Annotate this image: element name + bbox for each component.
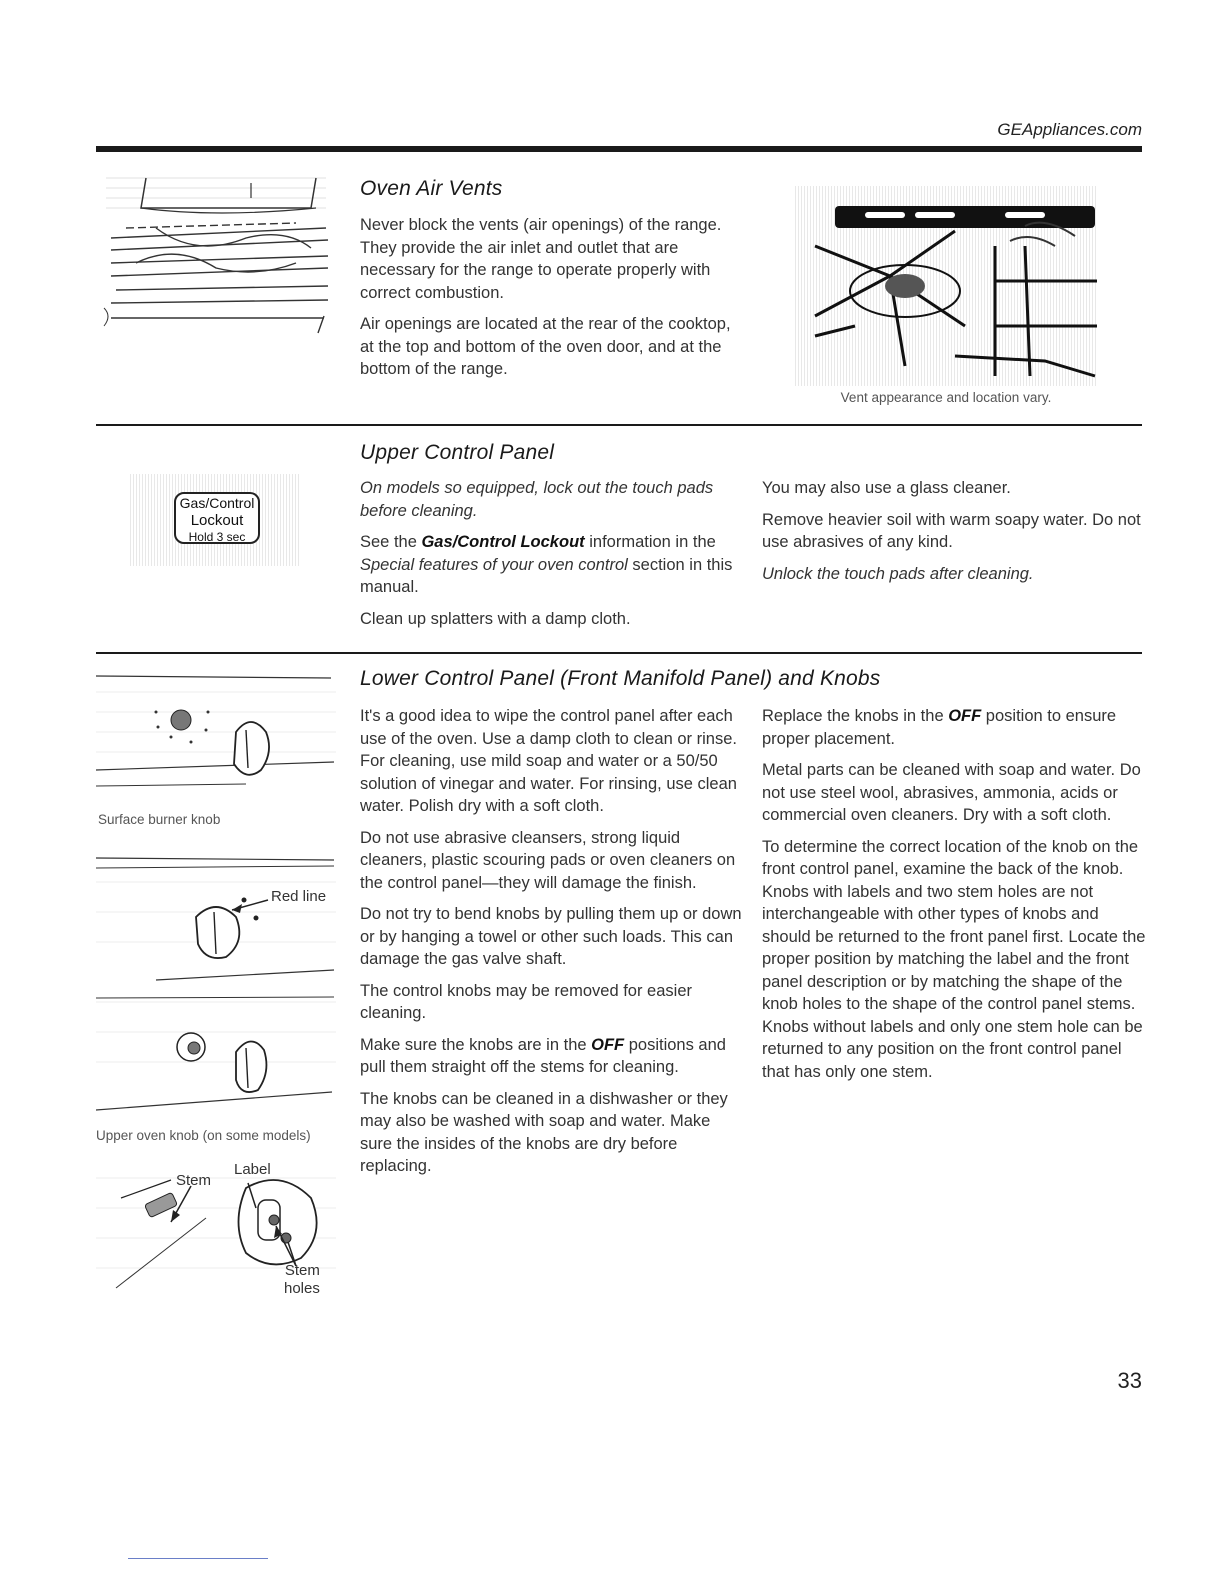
lower-left-p5-post: positions and pull them straight off the stems for cleaning. [360, 1035, 726, 1076]
upper-left-p2-post: section in this manual. [360, 555, 733, 596]
section-divider-2 [96, 652, 1142, 654]
range-rear-illustration [96, 168, 336, 338]
lockout-line3: Hold 3 sec [188, 530, 246, 544]
lower-left-p2: Do not use abrasive cleansers, strong liquid cleaners, plastic scouring pads or oven cleaners on the control panel—they will damage the finish. [360, 828, 736, 892]
stem-label: Stem [176, 1172, 212, 1189]
upper-left-p2-mid: information in the [584, 533, 716, 551]
surface-burner-knob-caption: Surface burner knob [98, 812, 221, 827]
stem-holes-label [284, 1262, 320, 1298]
upper-right-p1: You may also use a glass cleaner. [762, 479, 1011, 497]
oven-air-vents-title: Oven Air Vents [360, 177, 503, 200]
upper-left-p3: Clean up splatters with a damp cloth. [360, 609, 631, 628]
red-line-label: Red line [271, 888, 327, 905]
upper-right-p2: Remove heavier soil with warm soapy water. Do not use abrasives of any kind. [762, 510, 1141, 551]
upper-right-p3: Unlock the touch pads after cleaning. [762, 564, 1034, 583]
lower-left-p6: The knobs can be cleaned in a dishwasher or they may also be washed with soap and water. Make sure the insides of the knobs are dry before replacing. [360, 1089, 728, 1175]
upper-panel-left-text [360, 477, 745, 639]
lower-right-p1-pre: Replace the knobs in the [762, 707, 949, 725]
oven-air-vents-text [360, 214, 745, 390]
site-url: GEAppliances.com [997, 120, 1142, 139]
vent-photo [795, 186, 1097, 386]
label-label: Label [234, 1161, 271, 1178]
page-number: 33 [1117, 1368, 1142, 1393]
lower-panel-left-text [360, 705, 745, 1187]
special-features-ref: Special features of your oven control [360, 555, 628, 574]
lockout-line1: Gas/Control [179, 495, 255, 511]
section-divider-1 [96, 424, 1142, 426]
lockout-ref: Gas/Control Lockout [421, 533, 585, 551]
lower-right-p1-post: position to ensure proper placement. [762, 707, 1117, 748]
vent-caption: Vent appearance and location vary. [840, 390, 1052, 405]
stem-holes-line1: Stem [284, 1262, 320, 1279]
lower-left-p1: It's a good idea to wipe the control panel after each use of the oven. Use a damp cloth to clean or rinse. For cleaning, use mild soap and water or a 50/50 solution of vinegar and water. For rinsing, use clean water. Polish dry with a soft cloth. [360, 707, 737, 815]
lower-left-p5-pre: Make sure the knobs are in the [360, 1035, 592, 1054]
lower-left-p5 [360, 1034, 745, 1079]
off-ref: OFF [591, 1035, 625, 1054]
stem-holes-line2: holes [284, 1280, 320, 1297]
lower-right-p1 [762, 705, 1147, 750]
lockout-pad-image [130, 474, 300, 566]
upper-left-p2-pre: See the [360, 533, 422, 551]
header-rule [96, 146, 1142, 152]
surface-burner-knob-illustration [96, 672, 336, 800]
lower-panel-right-text [762, 705, 1147, 1092]
lower-right-p2: Metal parts can be cleaned with soap and water. Do not use steel wool, abrasives, ammonia, acids or commercial oven cleaners. Dry with a soft cloth. [762, 761, 1141, 824]
lower-right-p3: To determine the correct location of the knob on the front control panel, examine the back of the knob. Knobs with labels and two stem holes are not interchangeable with other types of knobs and should be returned to the front panel first. Locate the proper position by matching the label and the front panel description or by matching the shape of the knob holes to the shape of the control panel stems. Knobs without labels and only one stem hole can be returned to any position on the front control panel that has only one stem. [762, 837, 1146, 1081]
lower-control-panel-title: Lower Control Panel (Front Manifold Panel) and Knobs [360, 667, 881, 690]
upper-panel-right-text [762, 477, 1147, 594]
lockout-line2: Lockout [190, 512, 244, 529]
upper-left-p2 [360, 531, 745, 599]
upper-control-panel-title: Upper Control Panel [360, 441, 555, 464]
lower-left-p3: Do not try to bend knobs by pulling them up or down or by hanging a towel or other such loads. This can damage the gas valve shaft. [360, 905, 742, 968]
oven-air-vents-p2: Air openings are located at the rear of the cooktop, at the top and bottom of the oven door, and at the bottom of the range. [360, 315, 731, 378]
off-ref-2: OFF [948, 707, 982, 725]
upper-oven-knob-caption: Upper oven knob (on some models) [96, 1128, 311, 1143]
upper-left-p1: On models so equipped, lock out the touch pads before cleaning. [360, 479, 714, 520]
lower-left-p4: The control knobs may be removed for easier cleaning. [360, 981, 692, 1022]
oven-air-vents-p1: Never block the vents (air openings) of the range. They provide the air inlet and outlet that are necessary for the range to operate properly with correct combustion. [360, 216, 722, 302]
footer-line [128, 1558, 268, 1559]
